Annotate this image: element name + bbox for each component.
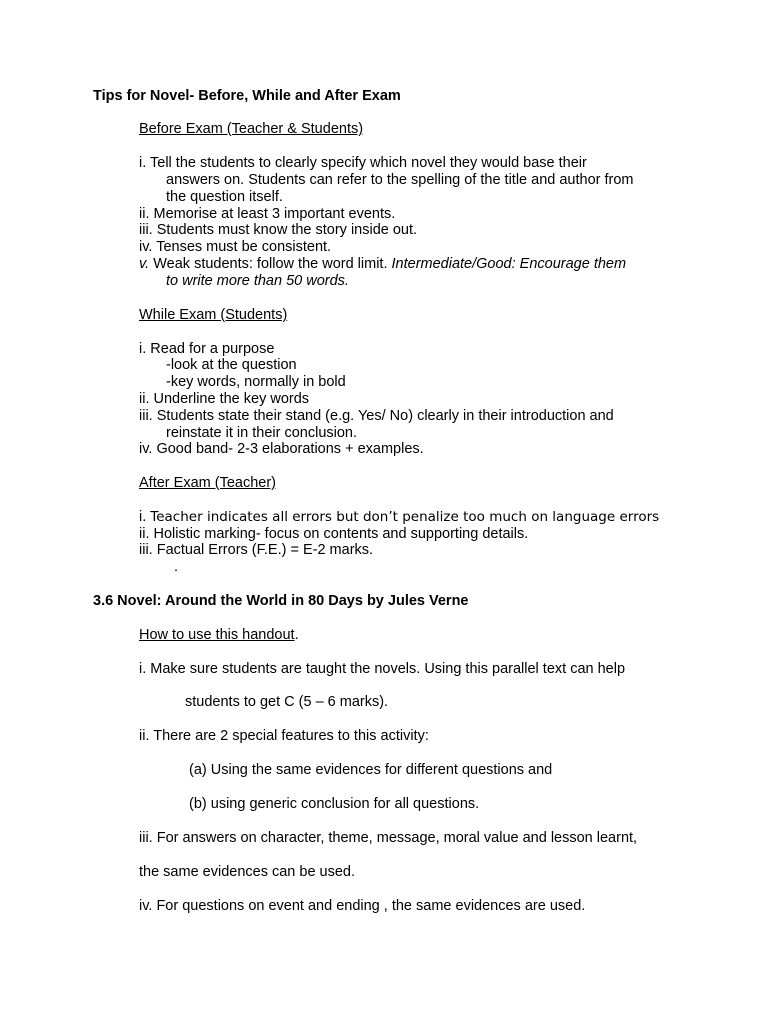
before-item-ii: ii. Memorise at least 3 important events. (139, 206, 396, 222)
while-item-ii: ii. Underline the key words (139, 391, 310, 407)
heading-before-exam: Before Exam (Teacher & Students) (139, 121, 364, 137)
before-item-v (139, 256, 626, 273)
heading-handout-text: How to use this handout (139, 627, 295, 643)
handout-item-i: i. Make sure students are taught the novels. Using this parallel text can help (139, 661, 626, 677)
handout-item-iii: iii. For answers on character, theme, message, moral value and lesson learnt, (139, 830, 638, 846)
heading-after-exam: After Exam (Teacher) (139, 475, 276, 491)
after-item-i-number: i. (139, 509, 147, 525)
heading-handout (139, 627, 299, 644)
before-item-v-number: v. (139, 256, 150, 272)
heading-while-exam: While Exam (Students) (139, 307, 288, 323)
handout-item-ii: ii. There are 2 special features to this activity: (139, 728, 429, 744)
while-item-i-b: -key words, normally in bold (166, 374, 346, 390)
handout-item-i-cont: students to get C (5 – 6 marks). (185, 694, 389, 710)
after-item-i-text: Teacher indicates all errors but don’t penalize too much on language errors (150, 509, 660, 525)
while-item-iii: iii. Students state their stand (e.g. Yes/ No) clearly in their introduction and (139, 408, 614, 424)
section-title-tips: Tips for Novel- Before, While and After Exam (93, 88, 401, 104)
handout-item-iv: iv. For questions on event and ending , the same evidences are used. (139, 898, 586, 914)
before-item-i: i. Tell the students to clearly specify which novel they would base their (139, 155, 587, 171)
handout-item-ii-b: (b) using generic conclusion for all questions. (189, 796, 480, 812)
while-item-i-a: -look at the question (166, 357, 297, 373)
handout-item-iii-cont: the same evidences can be used. (139, 864, 356, 880)
while-item-iii-cont: reinstate it in their conclusion. (166, 425, 358, 441)
after-item-iii: iii. Factual Errors (F.E.) = E-2 marks. (139, 542, 374, 558)
heading-handout-dot: . (294, 627, 299, 643)
before-item-i-cont: answers on. Students can refer to the spelling of the title and author from (166, 172, 634, 188)
before-item-iii: iii. Students must know the story inside out. (139, 222, 418, 238)
after-item-i (139, 509, 659, 526)
before-item-iv: iv. Tenses must be consistent. (139, 239, 332, 255)
before-item-i-cont2: the question itself. (166, 189, 283, 205)
before-item-v-text: Weak students: follow the word limit. (153, 256, 388, 272)
before-item-v-cont: to write more than 50 words. (166, 273, 349, 289)
before-item-v-italic: Intermediate/Good: Encourage them (391, 256, 627, 272)
after-item-ii: ii. Holistic marking- focus on contents and supporting details. (139, 526, 529, 542)
while-item-iv: iv. Good band- 2-3 elaborations + examples. (139, 441, 424, 457)
after-stray-dot: . (174, 559, 179, 575)
section-title-novel: 3.6 Novel: Around the World in 80 Days by Jules Verne (93, 593, 469, 609)
handout-item-ii-a: (a) Using the same evidences for different questions and (189, 762, 553, 778)
while-item-i: i. Read for a purpose (139, 341, 275, 357)
